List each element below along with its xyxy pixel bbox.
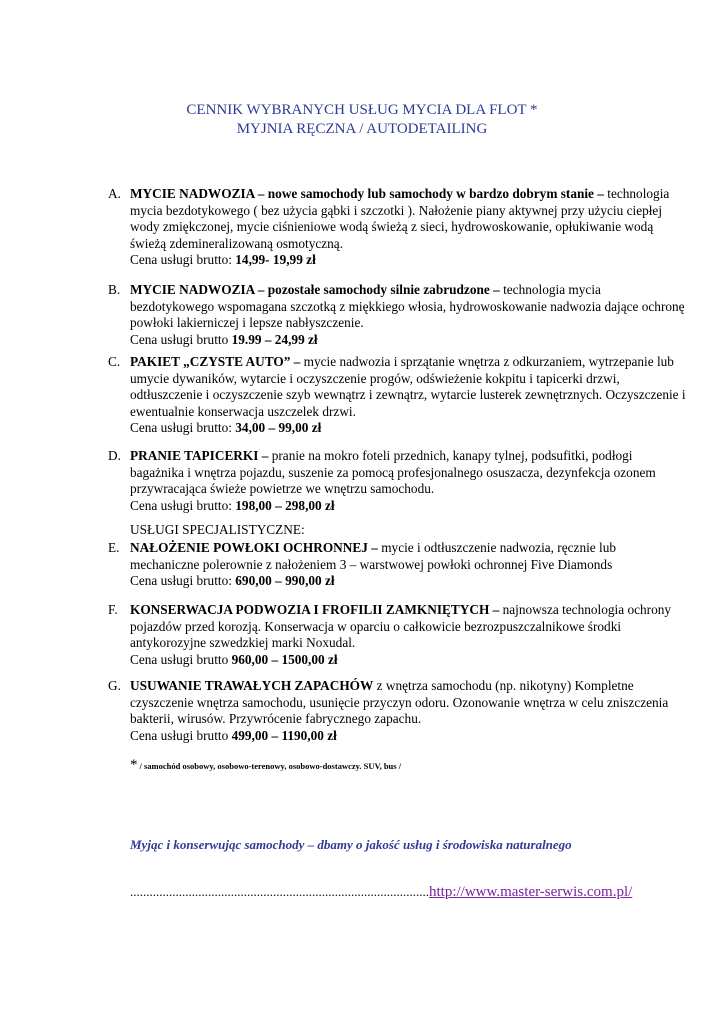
service-description: najnowsza technologia ochrony pojazdów przed korozją. Konserwacja w oparciu o całkowicie bezrozpuszczalnikowe środki antykorozyjne szwedzkiej marki Noxudal. bbox=[130, 602, 672, 650]
service-description: pranie na mokro foteli przednich, kanapy tylnej, podsufitki, podłogi bagażnika i wnętrza pojazdu, suszenie za pomocą profesjonalnego osuszacza, dezynfekcja ozonem przywracająca świeże powietrze we wnętrzu samochodu. bbox=[130, 448, 656, 496]
service-item-e bbox=[108, 540, 688, 590]
service-description: mycie nadwozia i sprzątanie wnętrza z odkurzaniem, wytrzepanie lub umycie dywaników, wytarcie i oczyszczenie progów, odświeżenie kokpitu i tapicerki drzwi, odtłuszczenie i oczyszczenie szyb wewnątrz i zewnątrz, wytarcie lusterek zewnętrznych. Oczyszczenie i ewentualnie konserwacja uszczelek drzwi. bbox=[130, 354, 686, 419]
service-description: technologia mycia bezdotykowego wspomagana szczotką z miękkiego włosia, hydrowoskowanie nadwozia dające ochronę powłoki lakierniczej i lepsze nabłyszczenie. bbox=[130, 282, 685, 330]
footnote-star: * bbox=[130, 757, 138, 773]
service-item-f bbox=[108, 602, 688, 668]
service-name: PAKIET „CZYSTE AUTO” – bbox=[130, 354, 301, 369]
item-letter: F. bbox=[108, 602, 118, 617]
item-letter: G. bbox=[108, 678, 121, 693]
service-item-d bbox=[108, 448, 688, 514]
price-label: Cena usługi brutto: bbox=[130, 497, 236, 513]
price-value: 14,99- 19,99 zł bbox=[235, 252, 316, 267]
price-value: 19.99 – 24,99 zł bbox=[231, 331, 318, 347]
service-item-a bbox=[108, 186, 688, 269]
price-value: 34,00 – 99,00 zł bbox=[235, 420, 322, 435]
item-letter: E. bbox=[108, 540, 120, 555]
service-name: USUWANIE TRAWAŁYCH ZAPACHÓW bbox=[130, 678, 374, 693]
service-name: NAŁOŻENIE POWŁOKI OCHRONNEJ – bbox=[130, 540, 378, 555]
service-item-g bbox=[108, 678, 688, 744]
price-label: Cena usługi brutto: bbox=[130, 573, 236, 588]
tagline: Myjąc i konserwując samochody – dbamy o jakość usług i środowiska naturalnego bbox=[130, 837, 572, 852]
footnote bbox=[130, 757, 401, 774]
website-link[interactable]: http://www.master-serwis.com.pl/ bbox=[429, 884, 633, 900]
page-subtitle: MYJNIA RĘCZNA / AUTODETAILING bbox=[236, 121, 488, 137]
service-name: KONSERWACJA PODWOZIA I FROFILII ZAMKNIĘTYCH – bbox=[130, 602, 500, 617]
service-name: MYCIE NADWOZIA – nowe samochody lub samochody w bardzo dobrym stanie – bbox=[130, 186, 604, 201]
item-letter: D. bbox=[108, 448, 121, 463]
special-services-header: USŁUGI SPECJALISTYCZNE: bbox=[130, 522, 305, 537]
footnote-text: / samochód osobowy, osobowo-terenowy, osobowo-dostawczy. SUV, bus / bbox=[139, 761, 402, 771]
service-description: z wnętrza samochodu (np. nikotyny) Kompletne czyszczenie wnętrza samochodu, usunięcie przyczyn odoru. Ozonowanie wnętrza w celu zniszczenia bakterii, wirusów. Przywrócenie fabrycznego zapachu. bbox=[130, 678, 669, 726]
price-label: Cena usługi brutto bbox=[130, 651, 232, 667]
price-value: 960,00 – 1500,00 zł bbox=[231, 651, 338, 667]
price-value: 690,00 – 990,00 zł bbox=[235, 573, 335, 588]
item-letter: A. bbox=[108, 186, 121, 201]
price-label: Cena usługi brutto: bbox=[130, 252, 236, 267]
price-value: 499,00 – 1190,00 zł bbox=[231, 727, 337, 743]
price-label: Cena usługi brutto: bbox=[130, 420, 236, 435]
page-title: CENNIK WYBRANYCH USŁUG MYCIA DLA FLOT * bbox=[186, 102, 538, 118]
price-value: 198,00 – 298,00 zł bbox=[235, 497, 335, 513]
service-description: mycie i odtłuszczenie nadwozia, ręcznie lub mechaniczne polerownie z nałożeniem 3 – warstwowej powłoki ochronnej Five Diamonds bbox=[130, 540, 617, 572]
service-item-b bbox=[108, 282, 688, 348]
service-name: PRANIE TAPICERKI – bbox=[130, 448, 269, 463]
service-description: technologia mycia bezdotykowego ( bez użycia gąbki i szczotki ). Nałożenie piany aktywnej przy użyciu ciepłej wody zmiękczonej, mycie ciśnieniowe wodą świeżą z sieci, hydrowoskowanie, opłukiwanie wodą świeżą zdemineralizowaną osmotyczną. bbox=[130, 186, 670, 251]
service-item-c bbox=[108, 354, 688, 437]
service-name: MYCIE NADWOZIA – pozostałe samochody silnie zabrudzone – bbox=[130, 282, 500, 297]
footer-dots: ............................................................................................ bbox=[130, 884, 429, 899]
footer bbox=[130, 884, 640, 901]
item-letter: C. bbox=[108, 354, 121, 369]
item-letter: B. bbox=[108, 282, 121, 297]
price-label: Cena usługi brutto bbox=[130, 331, 232, 347]
price-label: Cena usługi brutto bbox=[130, 727, 232, 743]
